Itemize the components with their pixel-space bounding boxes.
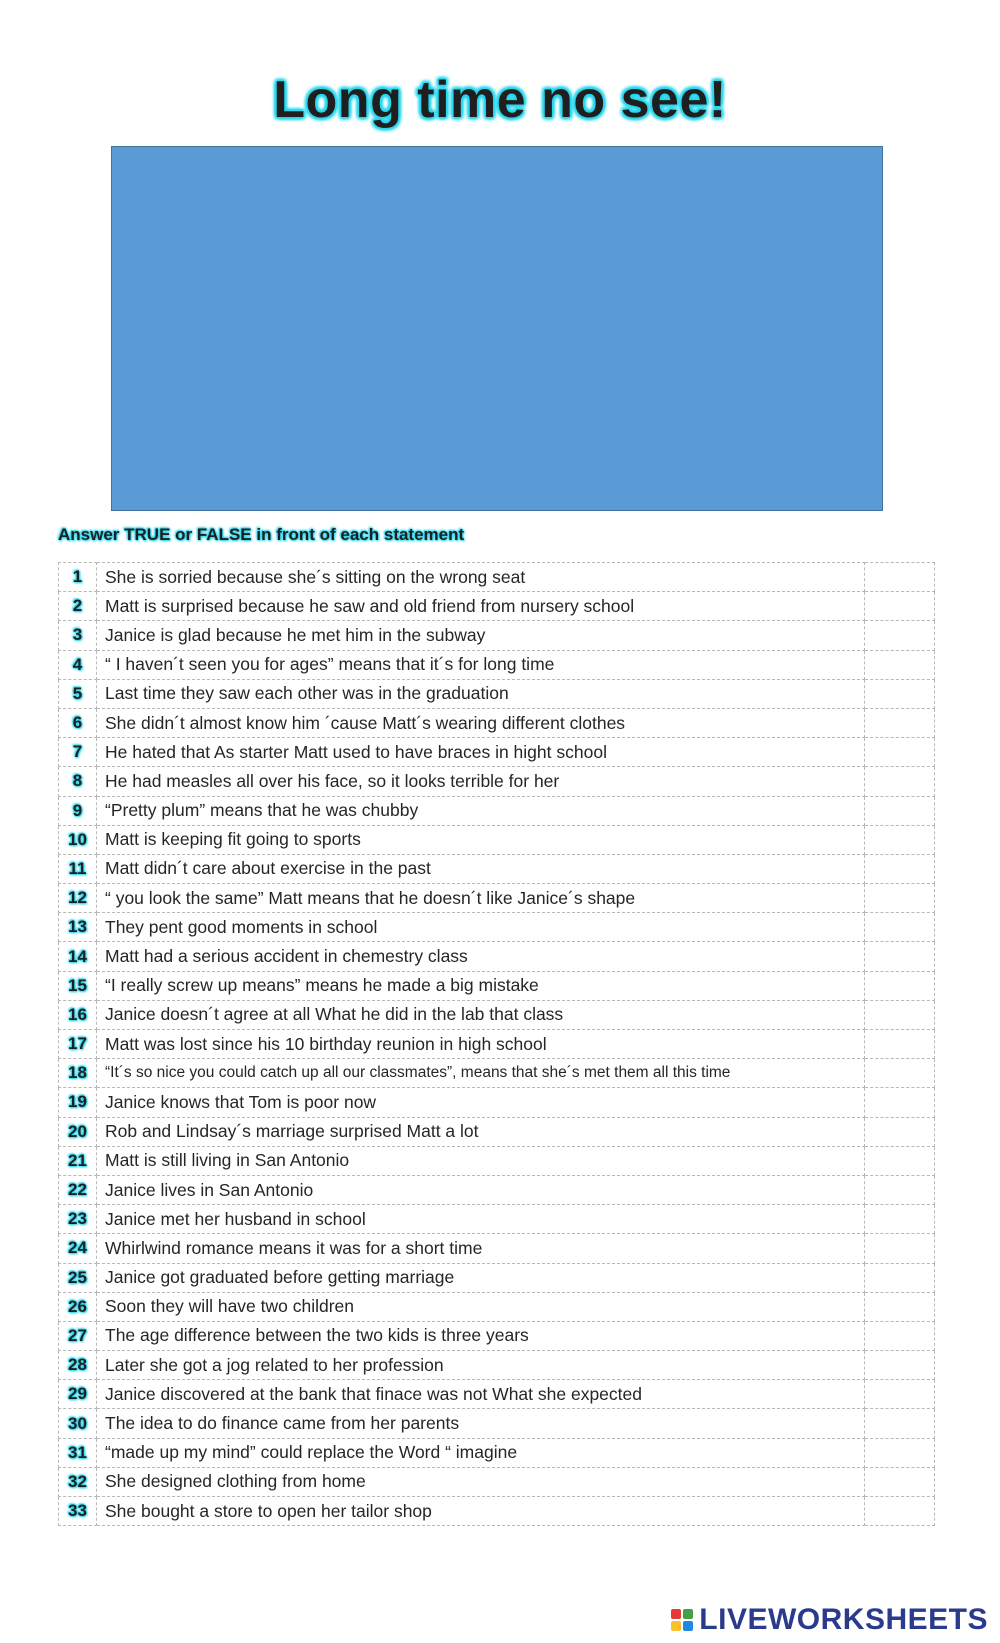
statement-number: 9 bbox=[59, 796, 97, 825]
statement-row bbox=[59, 563, 935, 592]
statement-text: The age difference between the two kids is three years bbox=[97, 1321, 865, 1350]
logo-square-yellow bbox=[671, 1621, 681, 1631]
statement-number: 30 bbox=[59, 1409, 97, 1438]
statement-number: 13 bbox=[59, 913, 97, 942]
statements-body bbox=[59, 563, 935, 1526]
statement-text: Janice knows that Tom is poor now bbox=[97, 1088, 865, 1117]
statement-number: 19 bbox=[59, 1088, 97, 1117]
statement-text: Matt is surprised because he saw and old friend from nursery school bbox=[97, 592, 865, 621]
answer-field[interactable] bbox=[865, 650, 935, 679]
statement-text: “Pretty plum” means that he was chubby bbox=[97, 796, 865, 825]
statement-text: He had measles all over his face, so it looks terrible for her bbox=[97, 767, 865, 796]
statement-row bbox=[59, 1438, 935, 1467]
statement-number: 16 bbox=[59, 1000, 97, 1029]
answer-field[interactable] bbox=[865, 884, 935, 913]
statement-row bbox=[59, 1263, 935, 1292]
statement-number: 28 bbox=[59, 1351, 97, 1380]
statement-number: 7 bbox=[59, 738, 97, 767]
logo-square-blue bbox=[683, 1621, 693, 1631]
answer-field[interactable] bbox=[865, 708, 935, 737]
answer-field[interactable] bbox=[865, 621, 935, 650]
statement-number: 27 bbox=[59, 1321, 97, 1350]
statement-number: 8 bbox=[59, 767, 97, 796]
statement-text: Janice got graduated before getting marriage bbox=[97, 1263, 865, 1292]
statement-number: 20 bbox=[59, 1117, 97, 1146]
answer-field[interactable] bbox=[865, 592, 935, 621]
answer-field[interactable] bbox=[865, 1205, 935, 1234]
statement-number: 10 bbox=[59, 825, 97, 854]
statement-number: 12 bbox=[59, 884, 97, 913]
statement-text: Janice discovered at the bank that finace was not What she expected bbox=[97, 1380, 865, 1409]
statement-number: 32 bbox=[59, 1467, 97, 1496]
answer-field[interactable] bbox=[865, 1292, 935, 1321]
statements-table bbox=[58, 562, 935, 1526]
statement-row bbox=[59, 592, 935, 621]
answer-field[interactable] bbox=[865, 1438, 935, 1467]
answer-field[interactable] bbox=[865, 942, 935, 971]
statement-text: Janice doesn´t agree at all What he did in the lab that class bbox=[97, 1000, 865, 1029]
answer-field[interactable] bbox=[865, 971, 935, 1000]
statement-row bbox=[59, 679, 935, 708]
statement-text: She bought a store to open her tailor shop bbox=[97, 1497, 865, 1526]
statement-text: She didn´t almost know him ´cause Matt´s wearing different clothes bbox=[97, 708, 865, 737]
answer-field[interactable] bbox=[865, 854, 935, 883]
statement-number: 26 bbox=[59, 1292, 97, 1321]
statement-row bbox=[59, 708, 935, 737]
statement-row bbox=[59, 1117, 935, 1146]
statement-text: Matt didn´t care about exercise in the past bbox=[97, 854, 865, 883]
statement-number: 31 bbox=[59, 1438, 97, 1467]
statement-row bbox=[59, 854, 935, 883]
statement-row bbox=[59, 767, 935, 796]
statement-text: Janice is glad because he met him in the subway bbox=[97, 621, 865, 650]
statement-number: 15 bbox=[59, 971, 97, 1000]
statement-row bbox=[59, 1234, 935, 1263]
answer-field[interactable] bbox=[865, 1146, 935, 1175]
statement-row bbox=[59, 650, 935, 679]
statement-row bbox=[59, 1380, 935, 1409]
statement-text: Matt is keeping fit going to sports bbox=[97, 825, 865, 854]
answer-field[interactable] bbox=[865, 1117, 935, 1146]
answer-field[interactable] bbox=[865, 913, 935, 942]
statement-text: Janice lives in San Antonio bbox=[97, 1175, 865, 1204]
statement-text: The idea to do finance came from her parents bbox=[97, 1409, 865, 1438]
statement-text: He hated that As starter Matt used to have braces in hight school bbox=[97, 738, 865, 767]
answer-field[interactable] bbox=[865, 1175, 935, 1204]
statement-text: Matt was lost since his 10 birthday reunion in high school bbox=[97, 1030, 865, 1059]
instructions-text: Answer TRUE or FALSE in front of each statement bbox=[58, 525, 465, 544]
statement-number: 23 bbox=[59, 1205, 97, 1234]
statement-row bbox=[59, 1321, 935, 1350]
answer-field[interactable] bbox=[865, 1497, 935, 1526]
statement-text: Janice met her husband in school bbox=[97, 1205, 865, 1234]
statement-text: Rob and Lindsay´s marriage surprised Matt a lot bbox=[97, 1117, 865, 1146]
answer-field[interactable] bbox=[865, 1234, 935, 1263]
statement-number: 21 bbox=[59, 1146, 97, 1175]
statement-text: Soon they will have two children bbox=[97, 1292, 865, 1321]
statement-text: Matt had a serious accident in chemestry class bbox=[97, 942, 865, 971]
logo-square-green bbox=[683, 1609, 693, 1619]
statement-number: 3 bbox=[59, 621, 97, 650]
answer-field[interactable] bbox=[865, 767, 935, 796]
statement-number: 25 bbox=[59, 1263, 97, 1292]
video-placeholder[interactable] bbox=[111, 146, 883, 511]
answer-field[interactable] bbox=[865, 1030, 935, 1059]
logo-text: LIVEWORKSHEETS bbox=[699, 1603, 988, 1636]
answer-field[interactable] bbox=[865, 1380, 935, 1409]
statement-number: 4 bbox=[59, 650, 97, 679]
statement-row bbox=[59, 621, 935, 650]
statement-row bbox=[59, 1351, 935, 1380]
statement-row bbox=[59, 1059, 935, 1088]
statement-text: She designed clothing from home bbox=[97, 1467, 865, 1496]
answer-field[interactable] bbox=[865, 1000, 935, 1029]
statement-text: “ I haven´t seen you for ages” means that it´s for long time bbox=[97, 650, 865, 679]
answer-field[interactable] bbox=[865, 1351, 935, 1380]
answer-field[interactable] bbox=[865, 1059, 935, 1088]
statement-row bbox=[59, 796, 935, 825]
statement-text: “It´s so nice you could catch up all our classmates”, means that she´s met them all this time bbox=[97, 1059, 865, 1088]
statement-number: 22 bbox=[59, 1175, 97, 1204]
statement-text: Whirlwind romance means it was for a short time bbox=[97, 1234, 865, 1263]
statement-row bbox=[59, 1497, 935, 1526]
statement-row bbox=[59, 913, 935, 942]
answer-field[interactable] bbox=[865, 679, 935, 708]
answer-field[interactable] bbox=[865, 825, 935, 854]
statement-row bbox=[59, 1146, 935, 1175]
statement-text: “made up my mind” could replace the Word “ imagine bbox=[97, 1438, 865, 1467]
statement-text: She is sorried because she´s sitting on the wrong seat bbox=[97, 563, 865, 592]
statement-number: 2 bbox=[59, 592, 97, 621]
statement-row bbox=[59, 738, 935, 767]
statement-row bbox=[59, 971, 935, 1000]
statement-row bbox=[59, 1088, 935, 1117]
answer-field[interactable] bbox=[865, 1263, 935, 1292]
answer-field[interactable] bbox=[865, 796, 935, 825]
statement-number: 14 bbox=[59, 942, 97, 971]
statement-text: “ you look the same” Matt means that he doesn´t like Janice´s shape bbox=[97, 884, 865, 913]
liveworksheets-logo bbox=[671, 1603, 988, 1637]
statement-number: 18 bbox=[59, 1059, 97, 1088]
statement-text: They pent good moments in school bbox=[97, 913, 865, 942]
statement-text: Matt is still living in San Antonio bbox=[97, 1146, 865, 1175]
statement-row bbox=[59, 1000, 935, 1029]
statement-number: 24 bbox=[59, 1234, 97, 1263]
statement-row bbox=[59, 825, 935, 854]
statement-number: 33 bbox=[59, 1497, 97, 1526]
answer-field[interactable] bbox=[865, 738, 935, 767]
statement-row bbox=[59, 942, 935, 971]
statement-row bbox=[59, 1175, 935, 1204]
statement-row bbox=[59, 1030, 935, 1059]
statement-text: Last time they saw each other was in the graduation bbox=[97, 679, 865, 708]
logo-square-red bbox=[671, 1609, 681, 1619]
statement-number: 17 bbox=[59, 1030, 97, 1059]
statement-row bbox=[59, 1205, 935, 1234]
answer-field[interactable] bbox=[865, 1088, 935, 1117]
statement-number: 29 bbox=[59, 1380, 97, 1409]
statement-text: “I really screw up means” means he made a big mistake bbox=[97, 971, 865, 1000]
answer-field[interactable] bbox=[865, 1321, 935, 1350]
logo-mark-icon bbox=[671, 1609, 693, 1631]
statement-row bbox=[59, 1292, 935, 1321]
statement-number: 6 bbox=[59, 708, 97, 737]
statement-number: 5 bbox=[59, 679, 97, 708]
statement-number: 11 bbox=[59, 854, 97, 883]
statement-row bbox=[59, 1409, 935, 1438]
statement-text: Later she got a jog related to her profession bbox=[97, 1351, 865, 1380]
answer-field[interactable] bbox=[865, 1467, 935, 1496]
page-title: Long time no see! bbox=[273, 71, 727, 129]
statement-number: 1 bbox=[59, 563, 97, 592]
statement-row bbox=[59, 884, 935, 913]
answer-field[interactable] bbox=[865, 563, 935, 592]
answer-field[interactable] bbox=[865, 1409, 935, 1438]
statement-row bbox=[59, 1467, 935, 1496]
